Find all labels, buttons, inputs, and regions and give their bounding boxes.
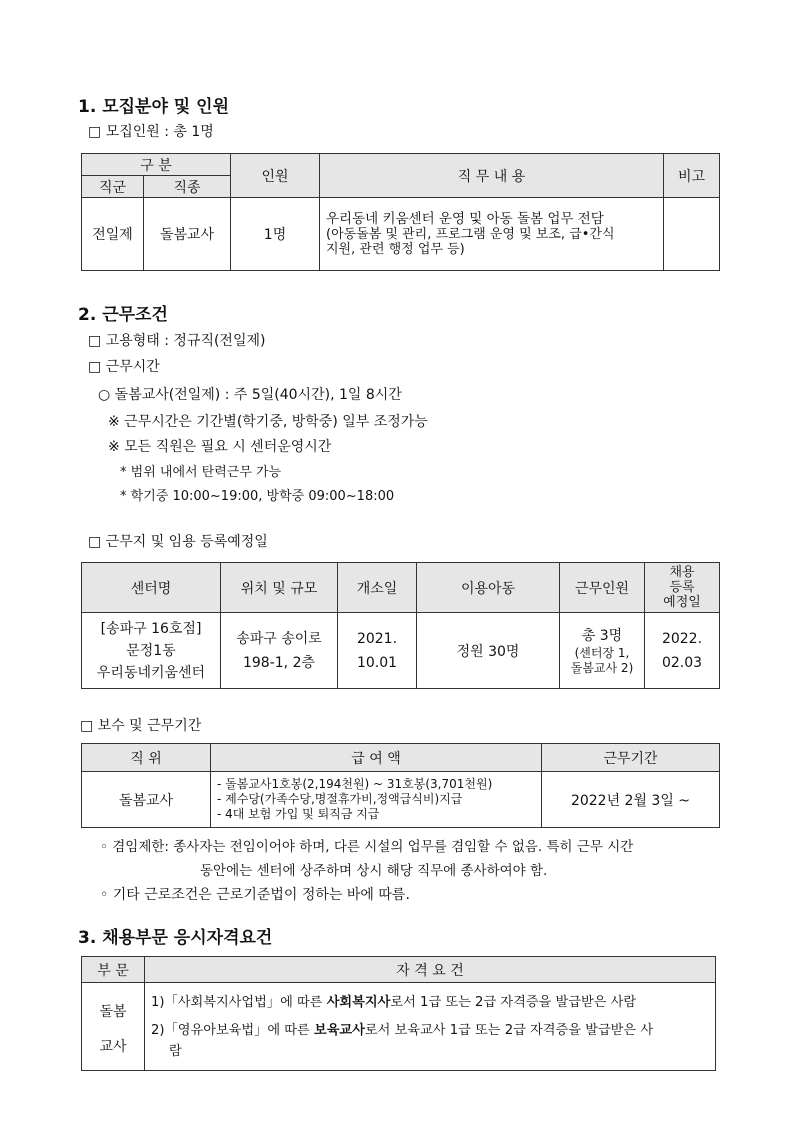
hours-line: ○ 돌봄교사(전일제) : 주 5일(40시간), 1일 8시간 <box>98 387 402 403</box>
req-1-pre: 1)「사회복지사업법」에 따른 <box>151 994 327 1010</box>
header-req: 자 격 요 건 <box>145 957 716 983</box>
pay-line-2: - 제수당(가족수당,명절휴가비,정액급식비)지급 <box>217 792 463 806</box>
cell-jikgun: 전일제 <box>82 198 144 271</box>
header-position: 직 위 <box>82 744 211 772</box>
header-pay: 급 여 액 <box>211 744 542 772</box>
center-line-3: 우리동네키움센터 <box>96 664 206 681</box>
section2-title: 2. 근무조건 <box>78 305 168 325</box>
open-line-2: 10.01 <box>356 654 398 671</box>
place-heading: □ 근무지 및 임용 등록예정일 <box>88 534 268 550</box>
cell-position: 돌봄교사 <box>82 772 211 828</box>
header-reg-date <box>645 563 720 613</box>
header-jikgun: 직군 <box>82 176 144 198</box>
cell-requirements <box>145 983 716 1071</box>
employ-type: □ 고용형태 : 정규직(전일제) <box>88 333 266 349</box>
header-location: 위치 및 규모 <box>221 563 338 613</box>
req-2-bold: 보육교사 <box>313 1022 365 1038</box>
header-period: 근무기간 <box>542 744 720 772</box>
hours-note-4: * 학기중 10:00~19:00, 방학중 09:00~18:00 <box>120 489 395 504</box>
req-2 <box>151 1020 709 1042</box>
staff-line-2: (센터장 1, <box>574 645 630 660</box>
req-1-bold: 사회복지사 <box>326 994 391 1010</box>
section1-title: 1. 모집분야 및 인원 <box>78 97 229 117</box>
req-2-post: 로서 보육교사 1급 또는 2급 자격증을 발급받은 사 <box>364 1022 654 1038</box>
cell-jikjong: 돌봄교사 <box>144 198 231 271</box>
reg-date-h1: 채용 <box>669 565 695 580</box>
hours-note-1: ※ 근무시간은 기간별(학기중, 방학중) 일부 조정가능 <box>108 414 428 430</box>
header-duty: 직 무 내 용 <box>320 154 664 198</box>
dept-line-2: 교사 <box>99 1038 127 1055</box>
recruit-table <box>81 153 720 271</box>
header-inwon: 인원 <box>231 154 320 198</box>
date-line-2: 02.03 <box>661 654 703 671</box>
recruit-count: □ 모집인원 : 총 1명 <box>88 124 214 140</box>
cell-reg-date <box>645 613 720 689</box>
cell-kids: 정원 30명 <box>417 613 560 689</box>
req-2-pre: 2)「영유아보육법」에 따른 <box>151 1022 314 1038</box>
pay-heading: □ 보수 및 근무기간 <box>80 718 202 734</box>
concurrent-limit-1: ◦ 겸임제한: 종사자는 전임이어야 하며, 다른 시설의 업무를 겸임할 수 없음. 특히 근무 시간 <box>100 839 634 855</box>
pay-line-1: - 돌봄교사1호봉(2,194천원) ~ 31호봉(3,701천원) <box>217 777 493 791</box>
other-conditions: ◦ 기타 근로조건은 근로기준법이 정하는 바에 따름. <box>100 887 410 903</box>
header-center: 센터명 <box>82 563 221 613</box>
header-jikjong: 직종 <box>144 176 231 198</box>
duty-line-2: (아동돌봄 및 관리, 프로그램 운영 및 보조, 급•간식 <box>326 226 615 242</box>
staff-line-1: 총 3명 <box>581 627 623 644</box>
date-line-1: 2022. <box>661 630 703 647</box>
hours-heading: □ 근무시간 <box>88 359 160 375</box>
cell-period: 2022년 2월 3일 ~ <box>542 772 720 828</box>
place-table <box>81 562 720 689</box>
hours-note-2: ※ 모든 직원은 필요 시 센터운영시간 <box>108 439 332 455</box>
cell-inwon: 1명 <box>231 198 320 271</box>
dept-line-1: 돌봄 <box>99 1003 127 1020</box>
cell-duty <box>320 198 664 271</box>
req-1 <box>151 992 709 1014</box>
section3-title: 3. 채용부문 응시자격요건 <box>78 928 273 948</box>
header-open: 개소일 <box>338 563 417 613</box>
staff-line-3: 돌봄교사 2) <box>570 660 634 675</box>
qualification-table <box>81 956 716 1071</box>
reg-date-h2: 등록 <box>669 580 695 595</box>
cell-staff <box>560 613 645 689</box>
cell-dept <box>82 983 145 1071</box>
header-group: 구 분 <box>82 154 231 176</box>
req-1-post: 로서 1급 또는 2급 자격증을 발급받은 사람 <box>390 994 637 1010</box>
header-note: 비고 <box>664 154 720 198</box>
concurrent-limit-2: 동안에는 센터에 상주하며 상시 해당 직무에 종사하여야 함. <box>200 863 548 879</box>
cell-open <box>338 613 417 689</box>
header-kids: 이용아동 <box>417 563 560 613</box>
hours-note-3: * 범위 내에서 탄력근무 가능 <box>120 465 282 480</box>
header-dept: 부 문 <box>82 957 145 983</box>
req-2-cont: 람 <box>169 1043 182 1059</box>
center-line-1: [송파구 16호점] <box>100 620 202 637</box>
cell-center <box>82 613 221 689</box>
header-staff: 근무인원 <box>560 563 645 613</box>
duty-line-3: 지원, 관련 행정 업무 등) <box>326 241 465 257</box>
duty-line-1: 우리동네 키움센터 운영 및 아동 돌봄 업무 전담 <box>326 210 604 227</box>
pay-table <box>81 743 720 828</box>
reg-date-h3: 예정일 <box>663 595 701 610</box>
loc-line-1: 송파구 송이로 <box>236 630 322 647</box>
cell-pay <box>211 772 542 828</box>
loc-line-2: 198-1, 2층 <box>242 654 315 671</box>
center-line-2: 문정1동 <box>126 642 176 659</box>
pay-line-3: - 4대 보험 가입 및 퇴직금 지급 <box>217 807 380 821</box>
cell-note <box>664 198 720 271</box>
open-line-1: 2021. <box>356 630 398 647</box>
cell-location <box>221 613 338 689</box>
